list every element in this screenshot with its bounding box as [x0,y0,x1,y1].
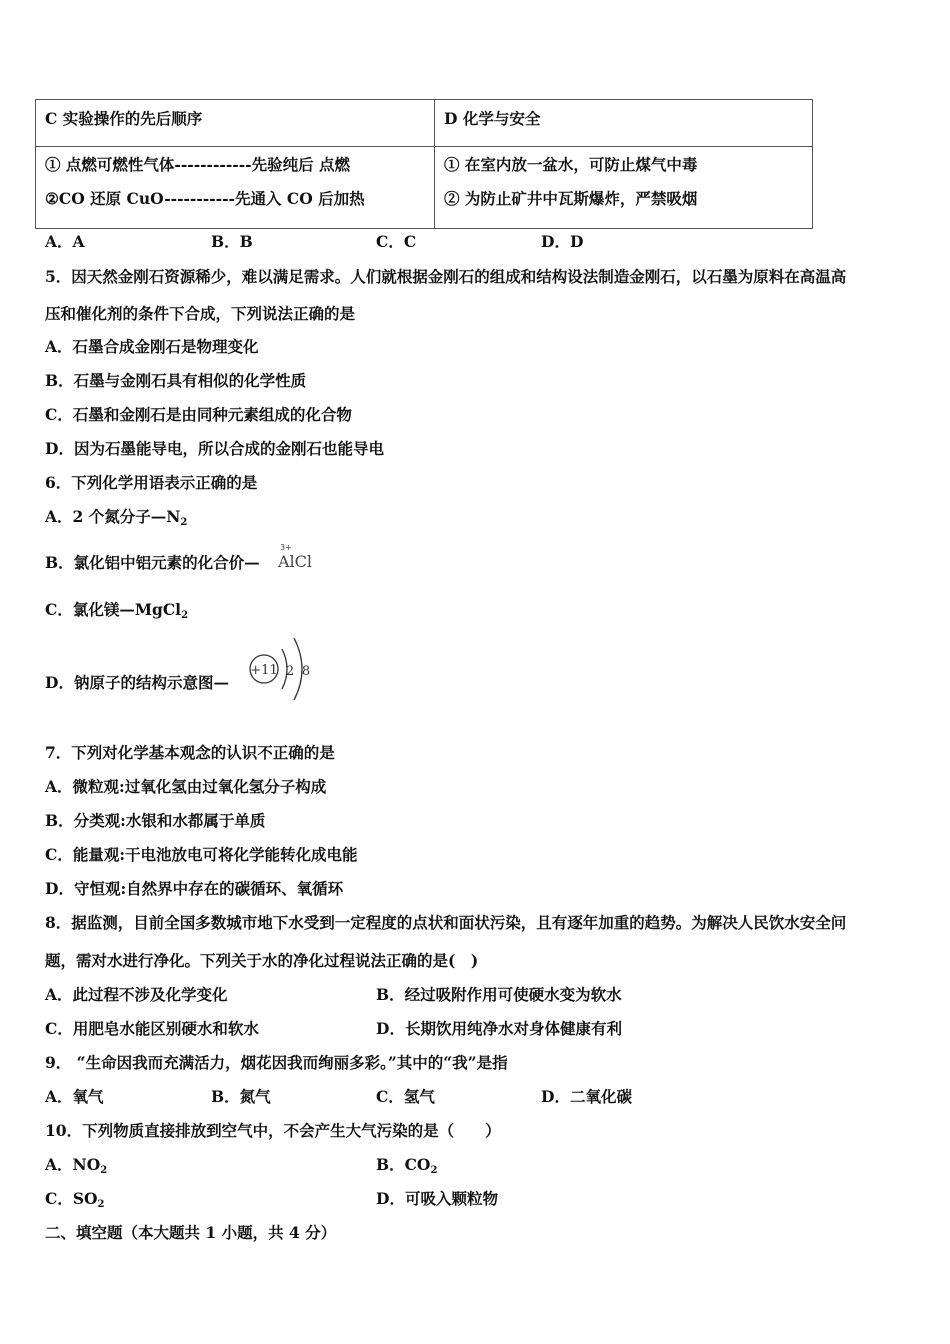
q8-option-d: D．长期饮用纯净水对身体健康有利 [376,1019,622,1038]
q7-option-d: D．守恒观:自然界中存在的碳循环、氧循环 [45,879,344,898]
q9-option-a: A．氧气 [45,1087,104,1106]
q6-option-d [45,673,229,693]
subscript: 2 [430,1165,438,1176]
section-2-title: 二、填空题（本大题共 1 小题，共 4 分） [45,1223,337,1242]
q4-option-c: C．C [376,232,417,251]
q10-option-d: D．可吸入颗粒物 [376,1189,498,1208]
q9-option-b: B．氮气 [211,1087,271,1106]
table-cell-d-head: D 化学与安全 [435,100,813,147]
q5-option-d: D．因为石墨能导电，所以合成的金刚石也能导电 [45,439,384,458]
q6-stem: 6．下列化学用语表示正确的是 [45,473,258,492]
q8-stem-line2: 题，需对水进行净化。下列关于水的净化过程说法正确的是( ) [45,951,479,970]
q4-option-d: D．D [541,232,584,251]
valence-charge: 3+ [280,543,292,552]
q10-option-b [376,1155,437,1175]
q5-option-b: B．石墨与金刚石具有相似的化学性质 [45,371,307,390]
knowledge-table [35,99,813,229]
q8-option-b: B．经过吸附作用可使硬水变为软水 [376,985,622,1004]
q8-stem-line1: 8．据监测，目前全国多数城市地下水受到一定程度的点状和面状污染，且有逐年加重的趋势。为解决人民饮水安全问 [45,913,847,932]
electron-shell-2 [294,638,302,700]
subscript: 2 [181,610,189,621]
q7-option-a: A．微粒观:过氧化氢由过氧化氢分子构成 [45,777,327,796]
shell-1-electrons: 2 [285,664,295,679]
q6-option-a [45,507,187,527]
nucleus-charge: +11 [250,663,278,678]
table-cell-c-head: C 实验操作的先后顺序 [36,100,435,147]
q10-option-c [45,1189,105,1209]
q6-option-b-text: B．氯化铝中铝元素的化合价— [45,553,260,572]
q10-stem: 10．下列物质直接排放到空气中，不会产生大气污染的是（ ） [45,1121,501,1140]
q4-option-b: B．B [211,232,253,251]
sodium-atom-diagram [244,630,324,706]
q9-option-c: C．氢气 [376,1087,435,1106]
q8-option-a: A．此过程不涉及化学变化 [45,985,228,1004]
q4-option-a: A．A [45,232,85,251]
q10-option-a [45,1155,107,1175]
q6-option-d-text: D．钠原子的结构示意图— [45,673,229,692]
subscript: 2 [97,1199,105,1210]
table-line: ① 点燃可燃性气体------------先验纯后 点燃 [45,155,350,174]
q7-stem: 7．下列对化学基本观念的认识不正确的是 [45,743,335,762]
q8-option-c: C．用肥皂水能区别硬水和软水 [45,1019,259,1038]
subscript: 2 [100,1165,108,1176]
table-line: ② 为防止矿井中瓦斯爆炸，严禁吸烟 [444,189,698,208]
aluminum-chloride-formula: AlCl [278,552,313,571]
q7-option-b: B．分类观:水银和水都属于单质 [45,811,266,830]
table-line: ① 在室内放一盆水，可防止煤气中毒 [444,155,698,174]
q10-option-b-text: B．CO [376,1155,431,1174]
q5-stem-line2: 压和催化剂的条件下合成，下列说法正确的是 [45,304,356,323]
table-cell-d-body [435,147,813,229]
q9-stem: 9． “生命因我而充满活力，烟花因我而绚丽多彩。”其中的“我”是指 [45,1053,508,1072]
q6-option-a-text: A．2 个氮分子—N [45,507,181,526]
q5-stem-line1: 5．因天然金刚石资源稀少，难以满足需求。人们就根据金刚石的组成和结构设法制造金刚石，以石墨为原料在高温高 [45,267,847,286]
q9-option-d: D．二氧化碳 [541,1087,632,1106]
q10-option-a-text: A．NO [45,1155,101,1174]
q6-option-b [45,553,260,573]
q6-option-c-text: C．氯化镁—MgCl [45,600,182,619]
table-cell-c-body [36,147,435,229]
subscript: 2 [180,517,188,528]
table-line: ②CO 还原 CuO-----------先通入 CO 后加热 [45,189,365,208]
q7-option-c: C．能量观:干电池放电可将化学能转化成电能 [45,845,358,864]
q5-option-a: A．石墨合成金刚石是物理变化 [45,337,259,356]
q5-option-c: C．石墨和金刚石是由同种元素组成的化合物 [45,405,352,424]
q6-option-c [45,600,188,620]
shell-2-electrons: 8 [301,664,311,679]
q10-option-c-text: C．SO [45,1189,98,1208]
